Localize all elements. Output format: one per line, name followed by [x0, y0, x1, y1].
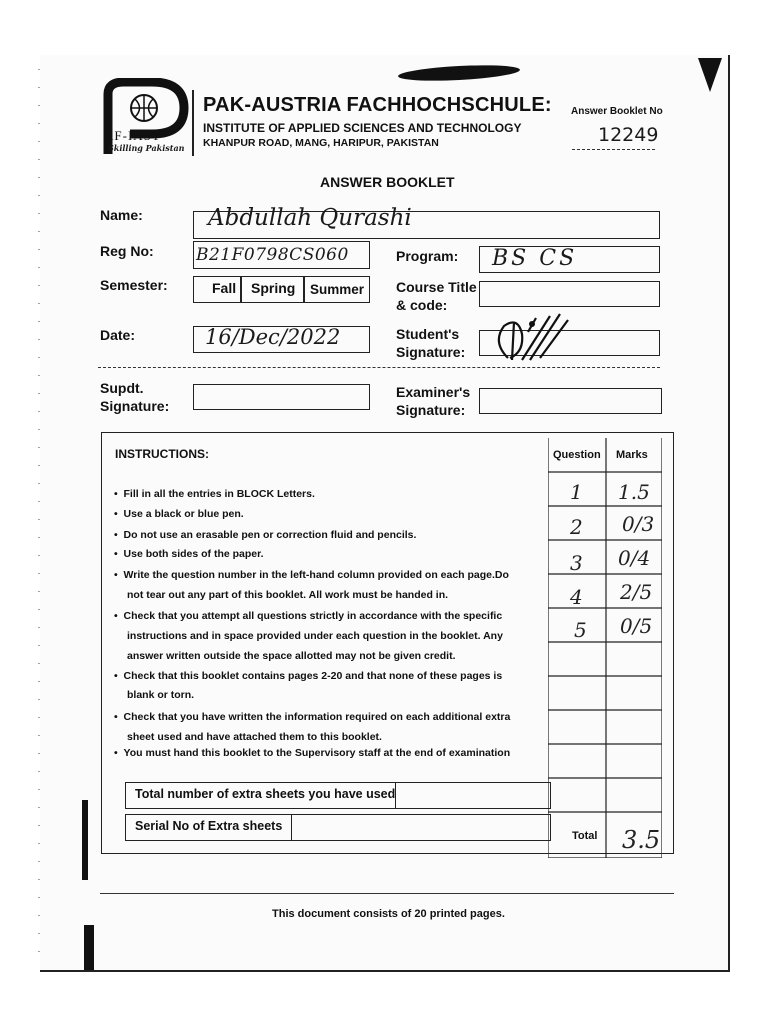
question-number: 4 [570, 585, 583, 609]
extra-sheets-label: Total number of extra sheets you have used [135, 787, 396, 801]
semester-fall-label: Fall [212, 280, 237, 296]
serial-no-divider [291, 814, 292, 840]
question-number: 5 [574, 618, 587, 642]
scan-edge-mark [84, 925, 94, 970]
instruction-item-cont: not tear out any part of this booklet. All work must be handed in. [127, 589, 449, 601]
institution-address: KHANPUR ROAD, MANG, HARIPUR, PAKISTAN [203, 137, 439, 149]
instructions-title: INSTRUCTIONS: [115, 447, 209, 461]
supdt-signature-field[interactable] [193, 384, 370, 410]
question-column-header: Question [553, 449, 601, 461]
reg-no-label: Reg No: [100, 243, 154, 259]
instruction-item-cont: answer written outside the space allotted may not be given credit. [127, 650, 456, 662]
footer-rule [100, 893, 674, 894]
course-title-field[interactable] [479, 281, 660, 307]
program-label: Program: [396, 248, 459, 264]
institution-name: PAK-AUSTRIA FACHHOCHSCHULE: [203, 94, 552, 116]
supdt-label-2: Signature: [100, 398, 170, 414]
instruction-item: • Fill in all the entries in BLOCK Letters. [114, 488, 315, 500]
instruction-item: • Do not use an erasable pen or correction fluid and pencils. [114, 529, 417, 541]
question-marks: 2/5 [620, 580, 653, 604]
instruction-item: • You must hand this booklet to the Supervisory staff at the end of examination [114, 747, 511, 759]
total-marks: 3.5 [622, 826, 661, 854]
booklet-no-label: Answer Booklet No [571, 106, 663, 117]
instruction-item-cont: sheet used and have attached them to this booklet. [127, 731, 382, 743]
question-number: 3 [570, 551, 583, 575]
student-signature-label-2: Signature: [396, 344, 466, 360]
logo-divider [192, 90, 194, 156]
question-marks: 1.5 [618, 480, 650, 504]
instruction-item: • Write the question number in the left-hand column provided on each page.Do [114, 569, 509, 581]
extra-sheets-field[interactable] [397, 784, 547, 806]
logo-tagline: Skilling Pakistan [108, 143, 185, 153]
date-label: Date: [100, 327, 136, 343]
scan-edge-mark [82, 800, 88, 880]
serial-no-field[interactable] [293, 816, 547, 838]
student-signature-label: Student's [396, 326, 460, 342]
reg-no-value: B21F0798CS060 [196, 245, 349, 265]
question-marks: 0/3 [622, 512, 655, 536]
marks-column-header: Marks [616, 449, 648, 461]
institute-line: INSTITUTE OF APPLIED SCIENCES AND TECHNOLOGY [203, 121, 522, 135]
examiner-label: Examiner's [396, 384, 471, 400]
instruction-item-cont: instructions and in space provided under each question in the booklet. Any [127, 630, 503, 642]
form-separator [98, 367, 660, 368]
date-value: 16/Dec/2022 [205, 325, 341, 349]
semester-summer-label: Summer [310, 282, 365, 297]
booklet-no-value: 12249 [598, 124, 659, 146]
question-number: 1 [570, 480, 583, 504]
question-number: 2 [570, 515, 583, 539]
total-label: Total [572, 830, 598, 842]
student-signature-mark [488, 312, 598, 362]
instruction-item: • Use a black or blue pen. [114, 508, 244, 520]
booklet-no-underline [572, 149, 655, 150]
instruction-item-cont: blank or torn. [127, 689, 195, 701]
instruction-item: • Check that you attempt all questions strictly in accordance with the specific [114, 610, 503, 622]
extra-sheets-divider [395, 782, 396, 808]
name-value: Abdullah Qurashi [208, 205, 412, 231]
question-marks: 0/4 [618, 546, 651, 570]
booklet-title: ANSWER BOOKLET [320, 174, 455, 190]
logo-text: AF-IAST [104, 128, 161, 143]
examiner-signature-field[interactable] [479, 388, 662, 414]
name-label: Name: [100, 207, 143, 223]
footer-note: This document consists of 20 printed pages. [272, 908, 505, 920]
instruction-item: • Use both sides of the paper. [114, 548, 264, 560]
course-title-label: Course Title [396, 279, 477, 295]
instruction-item: • Check that this booklet contains pages 2-20 and that none of these pages is [114, 670, 503, 682]
examiner-label-2: Signature: [396, 402, 466, 418]
question-marks: 0/5 [620, 614, 653, 638]
supdt-label: Supdt. [100, 380, 144, 396]
semester-spring-label: Spring [251, 280, 296, 296]
serial-no-label: Serial No of Extra sheets [135, 819, 283, 833]
scan-corner-mark [698, 58, 722, 92]
program-value: BS CS [492, 246, 578, 271]
instruction-item: • Check that you have written the information required on each additional extra [114, 711, 511, 723]
semester-label: Semester: [100, 277, 168, 293]
course-code-label: & code: [396, 297, 448, 313]
